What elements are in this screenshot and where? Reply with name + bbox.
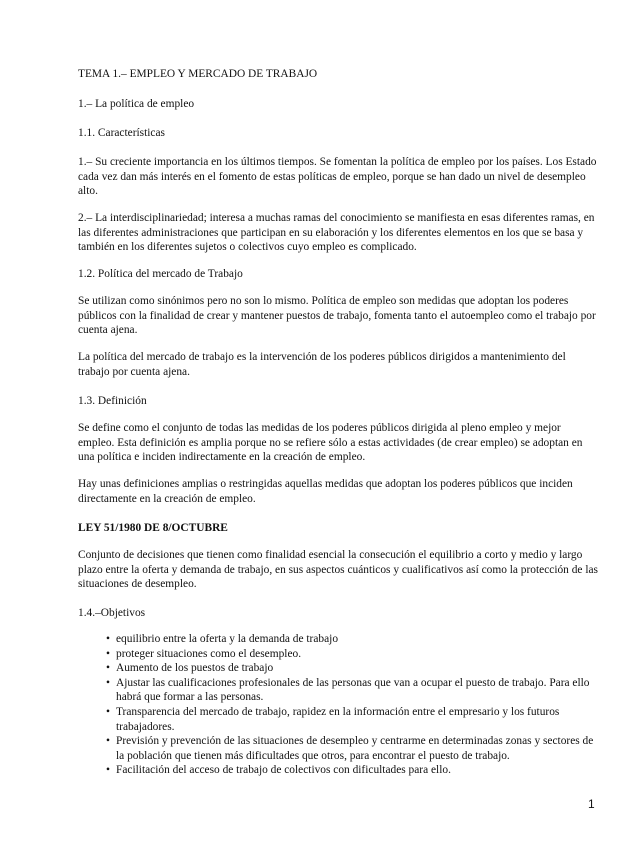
list-item: • equilibrio entre la oferta y la demanda de trabajo xyxy=(78,632,598,647)
section-1-3-paragraph-1: Se define como el conjunto de todas las medidas de los poderes públicos dirigida al pleno empleo y mejor empleo. Esta definición es amplia porque no se refiere sólo a estas actividades (de crear empleo) se adoptan en una política e inciden indirectamente en la creación de empleo. xyxy=(78,422,583,464)
section-1-2-title: 1.2. Política del mercado de Trabajo xyxy=(78,268,243,280)
document-heading: TEMA 1.– EMPLEO Y MERCADO DE TRABAJO xyxy=(78,68,318,80)
list-item: • Aumento de los puestos de trabajo xyxy=(78,661,598,676)
list-item: • proteger situaciones como el desempleo. xyxy=(78,647,598,662)
page-number: 1 xyxy=(588,797,595,811)
list-item: • Ajustar las cualificaciones profesionales de las personas que van a ocupar el puesto de trabajo. Para ello habrá que formar a las personas. xyxy=(78,676,598,705)
law-paragraph: Conjunto de decisiones que tienen como finalidad esencial la consecución el equilibrio a corto y medio y largo plazo entre la oferta y demanda de trabajo, en sus aspectos cuánticos y cualificativos así como la protección de las situaciones de desempleo. xyxy=(78,549,598,591)
law-title: LEY 51/1980 DE 8/OCTUBRE xyxy=(78,522,228,534)
list-item: • Facilitación del acceso de trabajo de colectivos con dificultades para ello. xyxy=(78,763,598,778)
section-1-4-title: 1.4.–Objetivos xyxy=(78,607,146,619)
list-item: • Transparencia del mercado de trabajo, rapidez en la información entre el empresario y los futuros trabajadores. xyxy=(78,705,598,734)
objectives-list xyxy=(78,632,598,778)
list-item: • Previsión y prevención de las situaciones de desempleo y centrarme en determinadas zonas y sectores de la población que tienen más dificultades que otros, para encontrar el puesto de trabajo. xyxy=(78,734,598,763)
section-1-1-paragraph-1: 1.– Su creciente importancia en los últimos tiempos. Se fomentan la política de empleo por los países. Los Estado cada vez dan más interés en el fomento de estas políticas de empleo, porque se han dado un nivel de desempleo alto. xyxy=(78,156,597,198)
section-1-1-title: 1.1. Características xyxy=(78,127,165,139)
section-1-3-paragraph-2: Hay unas definiciones amplias o restringidas aquellas medidas que adoptan los poderes públicos que inciden directamente en la creación de empleo. xyxy=(78,478,573,505)
section-1-2-paragraph-1: Se utilizan como sinónimos pero no son lo mismo. Política de empleo son medidas que adoptan los poderes públicos con la finalidad de crear y mantener puestos de trabajo, fomenta tanto el autoempleo como el trabajo por cuenta ajena. xyxy=(78,295,596,337)
section-1-1-paragraph-2: 2.– La interdisciplinariedad; interesa a muchas ramas del conocimiento se manifiesta en esas diferentes ramas, en las diferentes administraciones que participan en su elaboración y los diferentes elementos en los que se basa y también en los diferentes sujetos o colectivos cuyo empleo es complicado. xyxy=(78,212,595,254)
section-1-3-title: 1.3. Definición xyxy=(78,395,147,407)
section-1-2-paragraph-2: La política del mercado de trabajo es la intervención de los poderes públicos dirigidos a mantenimiento del trabajo por cuenta ajena. xyxy=(78,351,566,378)
section-1-title: 1.– La política de empleo xyxy=(78,98,195,110)
